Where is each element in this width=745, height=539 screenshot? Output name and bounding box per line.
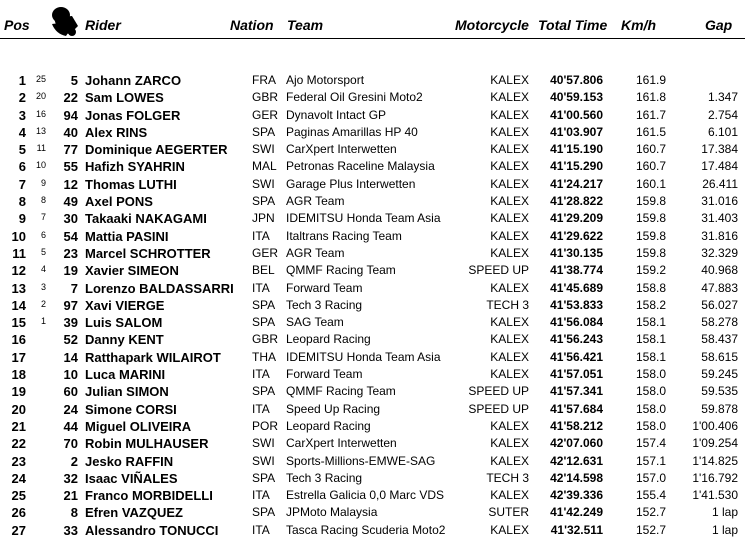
cell-rider: Sam LOWES bbox=[85, 90, 164, 106]
cell-num: 22 bbox=[63, 90, 78, 106]
header-gap: Gap bbox=[705, 17, 733, 33]
table-row bbox=[0, 245, 745, 262]
cell-rider: Simone CORSI bbox=[85, 401, 177, 417]
table-row bbox=[0, 124, 745, 141]
header-pos: Pos bbox=[4, 17, 30, 33]
cell-moto: KALEX bbox=[490, 436, 529, 451]
cell-pos: 19 bbox=[11, 384, 26, 400]
cell-nation: SPA bbox=[252, 194, 276, 209]
cell-rider: Mattia PASINI bbox=[85, 228, 169, 244]
table-row bbox=[0, 89, 745, 106]
cell-num: 60 bbox=[63, 384, 78, 400]
cell-num: 5 bbox=[70, 73, 78, 88]
cell-pos: 12 bbox=[11, 263, 26, 279]
cell-pts: 25 bbox=[35, 74, 46, 84]
cell-speed: 159.2 bbox=[635, 263, 666, 278]
rider-helmet-icon bbox=[48, 4, 82, 38]
cell-team: Tech 3 Racing bbox=[286, 297, 363, 312]
cell-num: 12 bbox=[63, 176, 78, 192]
cell-time: 41'15.190 bbox=[550, 142, 603, 157]
cell-nation: BEL bbox=[252, 263, 275, 278]
cell-rider: Marcel SCHROTTER bbox=[85, 245, 211, 261]
cell-rider: Xavi VIERGE bbox=[85, 297, 165, 313]
cell-speed: 158.1 bbox=[635, 315, 666, 330]
cell-gap: 1'16.792 bbox=[692, 470, 738, 485]
cell-time: 41'56.084 bbox=[550, 315, 603, 330]
cell-team: IDEMITSU Honda Team Asia bbox=[286, 349, 441, 364]
cell-rider: Axel PONS bbox=[85, 194, 153, 210]
cell-team: AGR Team bbox=[286, 194, 345, 209]
cell-nation: JPN bbox=[252, 211, 275, 226]
cell-moto: KALEX bbox=[490, 280, 529, 295]
table-row bbox=[0, 366, 745, 383]
cell-time: 41'28.822 bbox=[550, 194, 603, 209]
cell-team: Federal Oil Gresini Moto2 bbox=[286, 90, 423, 105]
cell-speed: 158.1 bbox=[635, 332, 666, 347]
cell-nation: FRA bbox=[252, 73, 276, 87]
cell-time: 40'57.806 bbox=[550, 73, 603, 87]
cell-num: 30 bbox=[63, 211, 78, 227]
cell-speed: 159.8 bbox=[635, 194, 666, 209]
cell-gap: 2.754 bbox=[707, 107, 738, 122]
cell-pos: 1 bbox=[18, 73, 26, 88]
cell-pos: 11 bbox=[12, 245, 26, 261]
cell-pos: 14 bbox=[11, 297, 26, 313]
cell-gap: 59.878 bbox=[701, 401, 738, 416]
cell-speed: 159.8 bbox=[635, 228, 666, 243]
cell-gap: 31.403 bbox=[701, 211, 738, 226]
cell-gap: 6.101 bbox=[707, 124, 738, 139]
cell-gap: 58.437 bbox=[701, 332, 738, 347]
cell-time: 41'03.907 bbox=[550, 124, 603, 139]
cell-nation: ITA bbox=[252, 522, 270, 537]
header-kmh: Km/h bbox=[621, 17, 656, 33]
cell-nation: SPA bbox=[252, 505, 276, 520]
cell-gap: 47.883 bbox=[701, 280, 738, 295]
cell-nation: SWI bbox=[252, 453, 275, 468]
cell-speed: 161.8 bbox=[635, 90, 666, 105]
cell-moto: KALEX bbox=[490, 159, 529, 174]
cell-moto: KALEX bbox=[490, 194, 529, 209]
cell-num: 23 bbox=[63, 245, 78, 261]
cell-moto: KALEX bbox=[490, 332, 529, 347]
cell-time: 42'14.598 bbox=[550, 470, 603, 485]
cell-pts: 9 bbox=[40, 177, 46, 188]
header-rider: Rider bbox=[85, 17, 121, 33]
cell-nation: ITA bbox=[252, 280, 270, 295]
cell-rider: Danny KENT bbox=[85, 332, 164, 348]
cell-nation: GER bbox=[252, 245, 279, 260]
cell-pos: 21 bbox=[11, 418, 26, 434]
cell-team: QMMF Racing Team bbox=[286, 263, 396, 278]
table-row bbox=[0, 72, 745, 89]
table-row bbox=[0, 453, 745, 470]
cell-rider: Lorenzo BALDASSARRI bbox=[85, 280, 234, 296]
cell-time: 41'57.051 bbox=[550, 367, 603, 382]
cell-team: Ajo Motorsport bbox=[286, 73, 365, 87]
cell-time: 41'00.560 bbox=[550, 107, 603, 122]
cell-gap: 1.347 bbox=[707, 90, 738, 105]
cell-rider: Jesko RAFFIN bbox=[85, 453, 174, 469]
cell-pos: 22 bbox=[11, 436, 26, 452]
cell-moto: KALEX bbox=[490, 488, 529, 503]
cell-pts: 7 bbox=[40, 212, 46, 223]
cell-team: Paginas Amarillas HP 40 bbox=[286, 124, 418, 139]
cell-gap: 31.016 bbox=[701, 194, 738, 209]
cell-speed: 157.1 bbox=[635, 453, 666, 468]
cell-time: 41'58.212 bbox=[550, 418, 603, 433]
cell-nation: ITA bbox=[252, 401, 270, 416]
header-nation: Nation bbox=[230, 17, 274, 33]
cell-speed: 152.7 bbox=[635, 505, 666, 520]
cell-pos: 2 bbox=[18, 90, 26, 106]
cell-num: 94 bbox=[63, 107, 78, 123]
cell-time: 42'39.336 bbox=[550, 488, 603, 503]
table-row bbox=[0, 141, 745, 158]
cell-num: 21 bbox=[63, 488, 78, 504]
table-row bbox=[0, 522, 745, 539]
cell-pos: 13 bbox=[11, 280, 26, 296]
cell-pos: 10 bbox=[11, 228, 26, 244]
cell-nation: SWI bbox=[252, 176, 275, 191]
cell-speed: 160.7 bbox=[635, 159, 666, 174]
cell-pos: 23 bbox=[11, 453, 26, 469]
cell-moto: SPEED UP bbox=[468, 263, 529, 278]
cell-team: Dynavolt Intact GP bbox=[286, 107, 387, 122]
cell-nation: SPA bbox=[252, 124, 276, 139]
cell-nation: GER bbox=[252, 107, 279, 122]
cell-moto: KALEX bbox=[490, 228, 529, 243]
cell-pos: 8 bbox=[18, 194, 26, 210]
cell-speed: 160.7 bbox=[635, 142, 666, 157]
cell-pos: 4 bbox=[18, 124, 26, 140]
cell-pts: 6 bbox=[40, 229, 46, 240]
cell-team: Tech 3 Racing bbox=[286, 470, 363, 485]
cell-team: Forward Team bbox=[286, 280, 363, 295]
cell-nation: THA bbox=[252, 349, 276, 364]
cell-nation: ITA bbox=[252, 367, 270, 382]
table-row bbox=[0, 504, 745, 521]
table-row bbox=[0, 401, 745, 418]
cell-team: Italtrans Racing Team bbox=[286, 228, 402, 243]
cell-moto: KALEX bbox=[490, 73, 529, 87]
cell-speed: 158.8 bbox=[635, 280, 666, 295]
cell-nation: MAL bbox=[252, 159, 277, 174]
cell-speed: 161.7 bbox=[635, 107, 666, 122]
table-row bbox=[0, 349, 745, 366]
cell-pts: 16 bbox=[35, 108, 46, 119]
cell-nation: ITA bbox=[252, 228, 270, 243]
table-row bbox=[0, 193, 745, 210]
cell-num: 24 bbox=[63, 401, 78, 417]
cell-gap: 32.329 bbox=[701, 245, 738, 260]
cell-speed: 159.8 bbox=[635, 245, 666, 260]
cell-moto: SUTER bbox=[488, 505, 529, 520]
cell-nation: SPA bbox=[252, 297, 276, 312]
cell-team: AGR Team bbox=[286, 245, 345, 260]
cell-pos: 17 bbox=[11, 349, 26, 365]
cell-pts: 13 bbox=[35, 125, 46, 136]
cell-num: 49 bbox=[63, 194, 78, 210]
cell-team: Estrella Galicia 0,0 Marc VDS bbox=[286, 488, 445, 503]
cell-pos: 3 bbox=[18, 107, 26, 123]
cell-pts: 8 bbox=[40, 195, 46, 206]
table-row bbox=[0, 470, 745, 487]
cell-time: 41'56.243 bbox=[550, 332, 603, 347]
cell-speed: 157.4 bbox=[635, 436, 666, 451]
cell-pos: 16 bbox=[11, 332, 26, 348]
cell-pts: 2 bbox=[40, 298, 46, 309]
cell-time: 41'42.249 bbox=[550, 505, 603, 520]
cell-num: 52 bbox=[63, 332, 78, 348]
cell-speed: 158.2 bbox=[635, 297, 666, 312]
cell-rider: Xavier SIMEON bbox=[85, 263, 179, 279]
cell-time: 41'30.135 bbox=[550, 245, 603, 260]
cell-moto: KALEX bbox=[490, 418, 529, 433]
cell-team: Forward Team bbox=[286, 367, 363, 382]
cell-gap: 59.245 bbox=[701, 367, 738, 382]
cell-gap: 1'41.530 bbox=[692, 488, 738, 503]
cell-pts: 11 bbox=[36, 143, 46, 154]
cell-time: 41'53.833 bbox=[550, 297, 603, 312]
cell-time: 41'29.622 bbox=[550, 228, 603, 243]
cell-speed: 160.1 bbox=[635, 176, 666, 191]
cell-time: 41'32.511 bbox=[550, 522, 603, 537]
cell-gap: 26.411 bbox=[702, 176, 738, 191]
cell-nation: GBR bbox=[252, 90, 279, 105]
cell-num: 77 bbox=[63, 142, 78, 158]
cell-nation: SPA bbox=[252, 470, 276, 485]
cell-time: 41'45.689 bbox=[550, 280, 603, 295]
cell-rider: Thomas LUTHI bbox=[85, 176, 177, 192]
cell-speed: 158.0 bbox=[635, 384, 666, 399]
table-row bbox=[0, 487, 745, 504]
cell-moto: KALEX bbox=[490, 142, 529, 157]
table-row bbox=[0, 158, 745, 175]
cell-num: 44 bbox=[63, 418, 78, 434]
cell-num: 10 bbox=[63, 367, 78, 383]
cell-rider: Alex RINS bbox=[85, 124, 148, 140]
cell-gap: 1 lap bbox=[711, 505, 738, 520]
table-row bbox=[0, 435, 745, 452]
cell-pos: 18 bbox=[11, 367, 26, 383]
cell-team: Sports-Millions-EMWE-SAG bbox=[286, 453, 436, 468]
header-team: Team bbox=[287, 17, 324, 33]
cell-time: 41'15.290 bbox=[550, 159, 603, 174]
cell-pts: 3 bbox=[40, 281, 46, 292]
cell-nation: ITA bbox=[252, 488, 270, 503]
cell-num: 7 bbox=[70, 280, 78, 296]
cell-pts: 5 bbox=[40, 246, 46, 257]
header-motorcycle: Motorcycle bbox=[455, 17, 529, 33]
cell-rider: Jonas FOLGER bbox=[85, 107, 181, 123]
table-row bbox=[0, 228, 745, 245]
table-header bbox=[0, 0, 745, 39]
results-table bbox=[0, 72, 745, 539]
cell-gap: 1'14.825 bbox=[692, 453, 738, 468]
cell-moto: TECH 3 bbox=[486, 297, 529, 312]
cell-team: Tasca Racing Scuderia Moto2 bbox=[286, 522, 446, 537]
cell-pts: 4 bbox=[40, 264, 46, 275]
table-row bbox=[0, 262, 745, 279]
cell-team: JPMoto Malaysia bbox=[286, 505, 378, 520]
cell-pts: 20 bbox=[35, 91, 46, 102]
cell-team: QMMF Racing Team bbox=[286, 384, 396, 399]
cell-moto: SPEED UP bbox=[468, 401, 529, 416]
cell-moto: KALEX bbox=[490, 367, 529, 382]
cell-speed: 152.7 bbox=[635, 522, 666, 537]
cell-rider: Miguel OLIVEIRA bbox=[85, 418, 192, 434]
cell-team: CarXpert Interwetten bbox=[286, 142, 397, 157]
cell-speed: 158.0 bbox=[635, 418, 666, 433]
cell-pos: 26 bbox=[11, 505, 26, 521]
cell-time: 41'29.209 bbox=[550, 211, 603, 226]
cell-time: 40'59.153 bbox=[550, 90, 603, 105]
cell-rider: Hafizh SYAHRIN bbox=[85, 159, 185, 175]
cell-pos: 6 bbox=[18, 159, 26, 175]
cell-rider: Johann ZARCO bbox=[85, 73, 182, 88]
cell-pos: 27 bbox=[11, 522, 26, 538]
cell-time: 42'07.060 bbox=[550, 436, 603, 451]
cell-num: 70 bbox=[63, 436, 78, 452]
cell-nation: SWI bbox=[252, 436, 275, 451]
cell-gap: 1'09.254 bbox=[692, 436, 738, 451]
cell-team: CarXpert Interwetten bbox=[286, 436, 397, 451]
cell-time: 42'12.631 bbox=[550, 453, 603, 468]
cell-speed: 158.1 bbox=[635, 349, 666, 364]
cell-team: Leopard Racing bbox=[286, 332, 371, 347]
cell-num: 14 bbox=[63, 349, 78, 365]
cell-gap: 1 lap bbox=[711, 522, 738, 537]
cell-num: 2 bbox=[70, 453, 78, 469]
cell-rider: Isaac VIÑALES bbox=[85, 470, 178, 486]
table-row bbox=[0, 418, 745, 435]
cell-moto: TECH 3 bbox=[486, 470, 529, 485]
cell-speed: 159.8 bbox=[635, 211, 666, 226]
cell-time: 41'56.421 bbox=[550, 349, 603, 364]
cell-team: SAG Team bbox=[286, 315, 344, 330]
cell-speed: 158.0 bbox=[635, 367, 666, 382]
cell-speed: 158.0 bbox=[635, 401, 666, 416]
cell-speed: 155.4 bbox=[635, 488, 666, 503]
cell-moto: KALEX bbox=[490, 90, 529, 105]
cell-num: 33 bbox=[63, 522, 78, 538]
cell-moto: KALEX bbox=[490, 453, 529, 468]
cell-rider: Alessandro TONUCCI bbox=[85, 522, 219, 538]
cell-moto: KALEX bbox=[490, 349, 529, 364]
cell-time: 41'24.217 bbox=[550, 176, 603, 191]
cell-gap: 17.384 bbox=[701, 142, 738, 157]
cell-pts: 1 bbox=[40, 316, 46, 327]
cell-rider: Luis SALOM bbox=[85, 315, 163, 331]
table-row bbox=[0, 297, 745, 314]
cell-speed: 161.9 bbox=[635, 73, 666, 87]
cell-rider: Ratthapark WILAIROT bbox=[85, 349, 221, 365]
cell-rider: Dominique AEGERTER bbox=[85, 142, 228, 158]
cell-time: 41'38.774 bbox=[550, 263, 603, 278]
cell-rider: Luca MARINI bbox=[85, 367, 166, 383]
cell-rider: Efren VAZQUEZ bbox=[85, 505, 183, 521]
cell-gap: 31.816 bbox=[701, 228, 738, 243]
cell-gap: 17.484 bbox=[701, 159, 738, 174]
cell-nation: GBR bbox=[252, 332, 279, 347]
cell-nation: POR bbox=[252, 418, 279, 433]
cell-team: Petronas Raceline Malaysia bbox=[286, 159, 435, 174]
cell-moto: KALEX bbox=[490, 124, 529, 139]
cell-time: 41'57.684 bbox=[550, 401, 603, 416]
cell-moto: KALEX bbox=[490, 107, 529, 122]
cell-pos: 24 bbox=[11, 470, 26, 486]
cell-pos: 5 bbox=[18, 142, 26, 158]
cell-num: 54 bbox=[63, 228, 78, 244]
cell-nation: SWI bbox=[252, 142, 275, 157]
table-row bbox=[0, 314, 745, 331]
cell-moto: SPEED UP bbox=[468, 384, 529, 399]
cell-time: 41'57.341 bbox=[550, 384, 603, 399]
cell-team: Garage Plus Interwetten bbox=[286, 176, 416, 191]
cell-team: Speed Up Racing bbox=[286, 401, 381, 416]
cell-num: 32 bbox=[63, 470, 78, 486]
header-total-time: Total Time bbox=[538, 17, 608, 33]
cell-gap: 56.027 bbox=[701, 297, 738, 312]
cell-rider: Franco MORBIDELLI bbox=[85, 488, 213, 504]
cell-nation: SPA bbox=[252, 384, 276, 399]
cell-num: 39 bbox=[63, 315, 78, 331]
cell-pos: 7 bbox=[18, 176, 26, 192]
table-row bbox=[0, 107, 745, 124]
cell-num: 40 bbox=[63, 124, 78, 140]
cell-team: IDEMITSU Honda Team Asia bbox=[286, 211, 441, 226]
table-row bbox=[0, 331, 745, 348]
cell-speed: 157.0 bbox=[635, 470, 666, 485]
cell-gap: 59.535 bbox=[701, 384, 738, 399]
cell-pts: 10 bbox=[35, 160, 46, 171]
cell-nation: SPA bbox=[252, 315, 276, 330]
cell-num: 97 bbox=[63, 297, 78, 313]
cell-rider: Takaaki NAKAGAMI bbox=[85, 211, 207, 227]
cell-moto: KALEX bbox=[490, 211, 529, 226]
cell-speed: 161.5 bbox=[635, 124, 666, 139]
cell-num: 8 bbox=[70, 505, 78, 521]
cell-pos: 20 bbox=[11, 401, 26, 417]
table-row bbox=[0, 176, 745, 193]
cell-rider: Julian SIMON bbox=[85, 384, 169, 400]
table-row bbox=[0, 210, 745, 227]
cell-pos: 25 bbox=[11, 488, 26, 504]
cell-num: 19 bbox=[63, 263, 78, 279]
cell-gap: 40.968 bbox=[701, 263, 738, 278]
cell-team: Leopard Racing bbox=[286, 418, 371, 433]
cell-pos: 9 bbox=[18, 211, 26, 227]
cell-moto: KALEX bbox=[490, 245, 529, 260]
cell-rider: Robin MULHAUSER bbox=[85, 436, 209, 452]
cell-pos: 15 bbox=[11, 315, 26, 331]
cell-moto: KALEX bbox=[490, 315, 529, 330]
table-row bbox=[0, 280, 745, 297]
cell-gap: 1'00.406 bbox=[692, 418, 738, 433]
cell-gap: 58.278 bbox=[701, 315, 738, 330]
cell-moto: KALEX bbox=[490, 522, 529, 537]
cell-num: 55 bbox=[63, 159, 78, 175]
cell-gap: 58.615 bbox=[701, 349, 738, 364]
table-row bbox=[0, 383, 745, 400]
cell-moto: KALEX bbox=[490, 176, 529, 191]
